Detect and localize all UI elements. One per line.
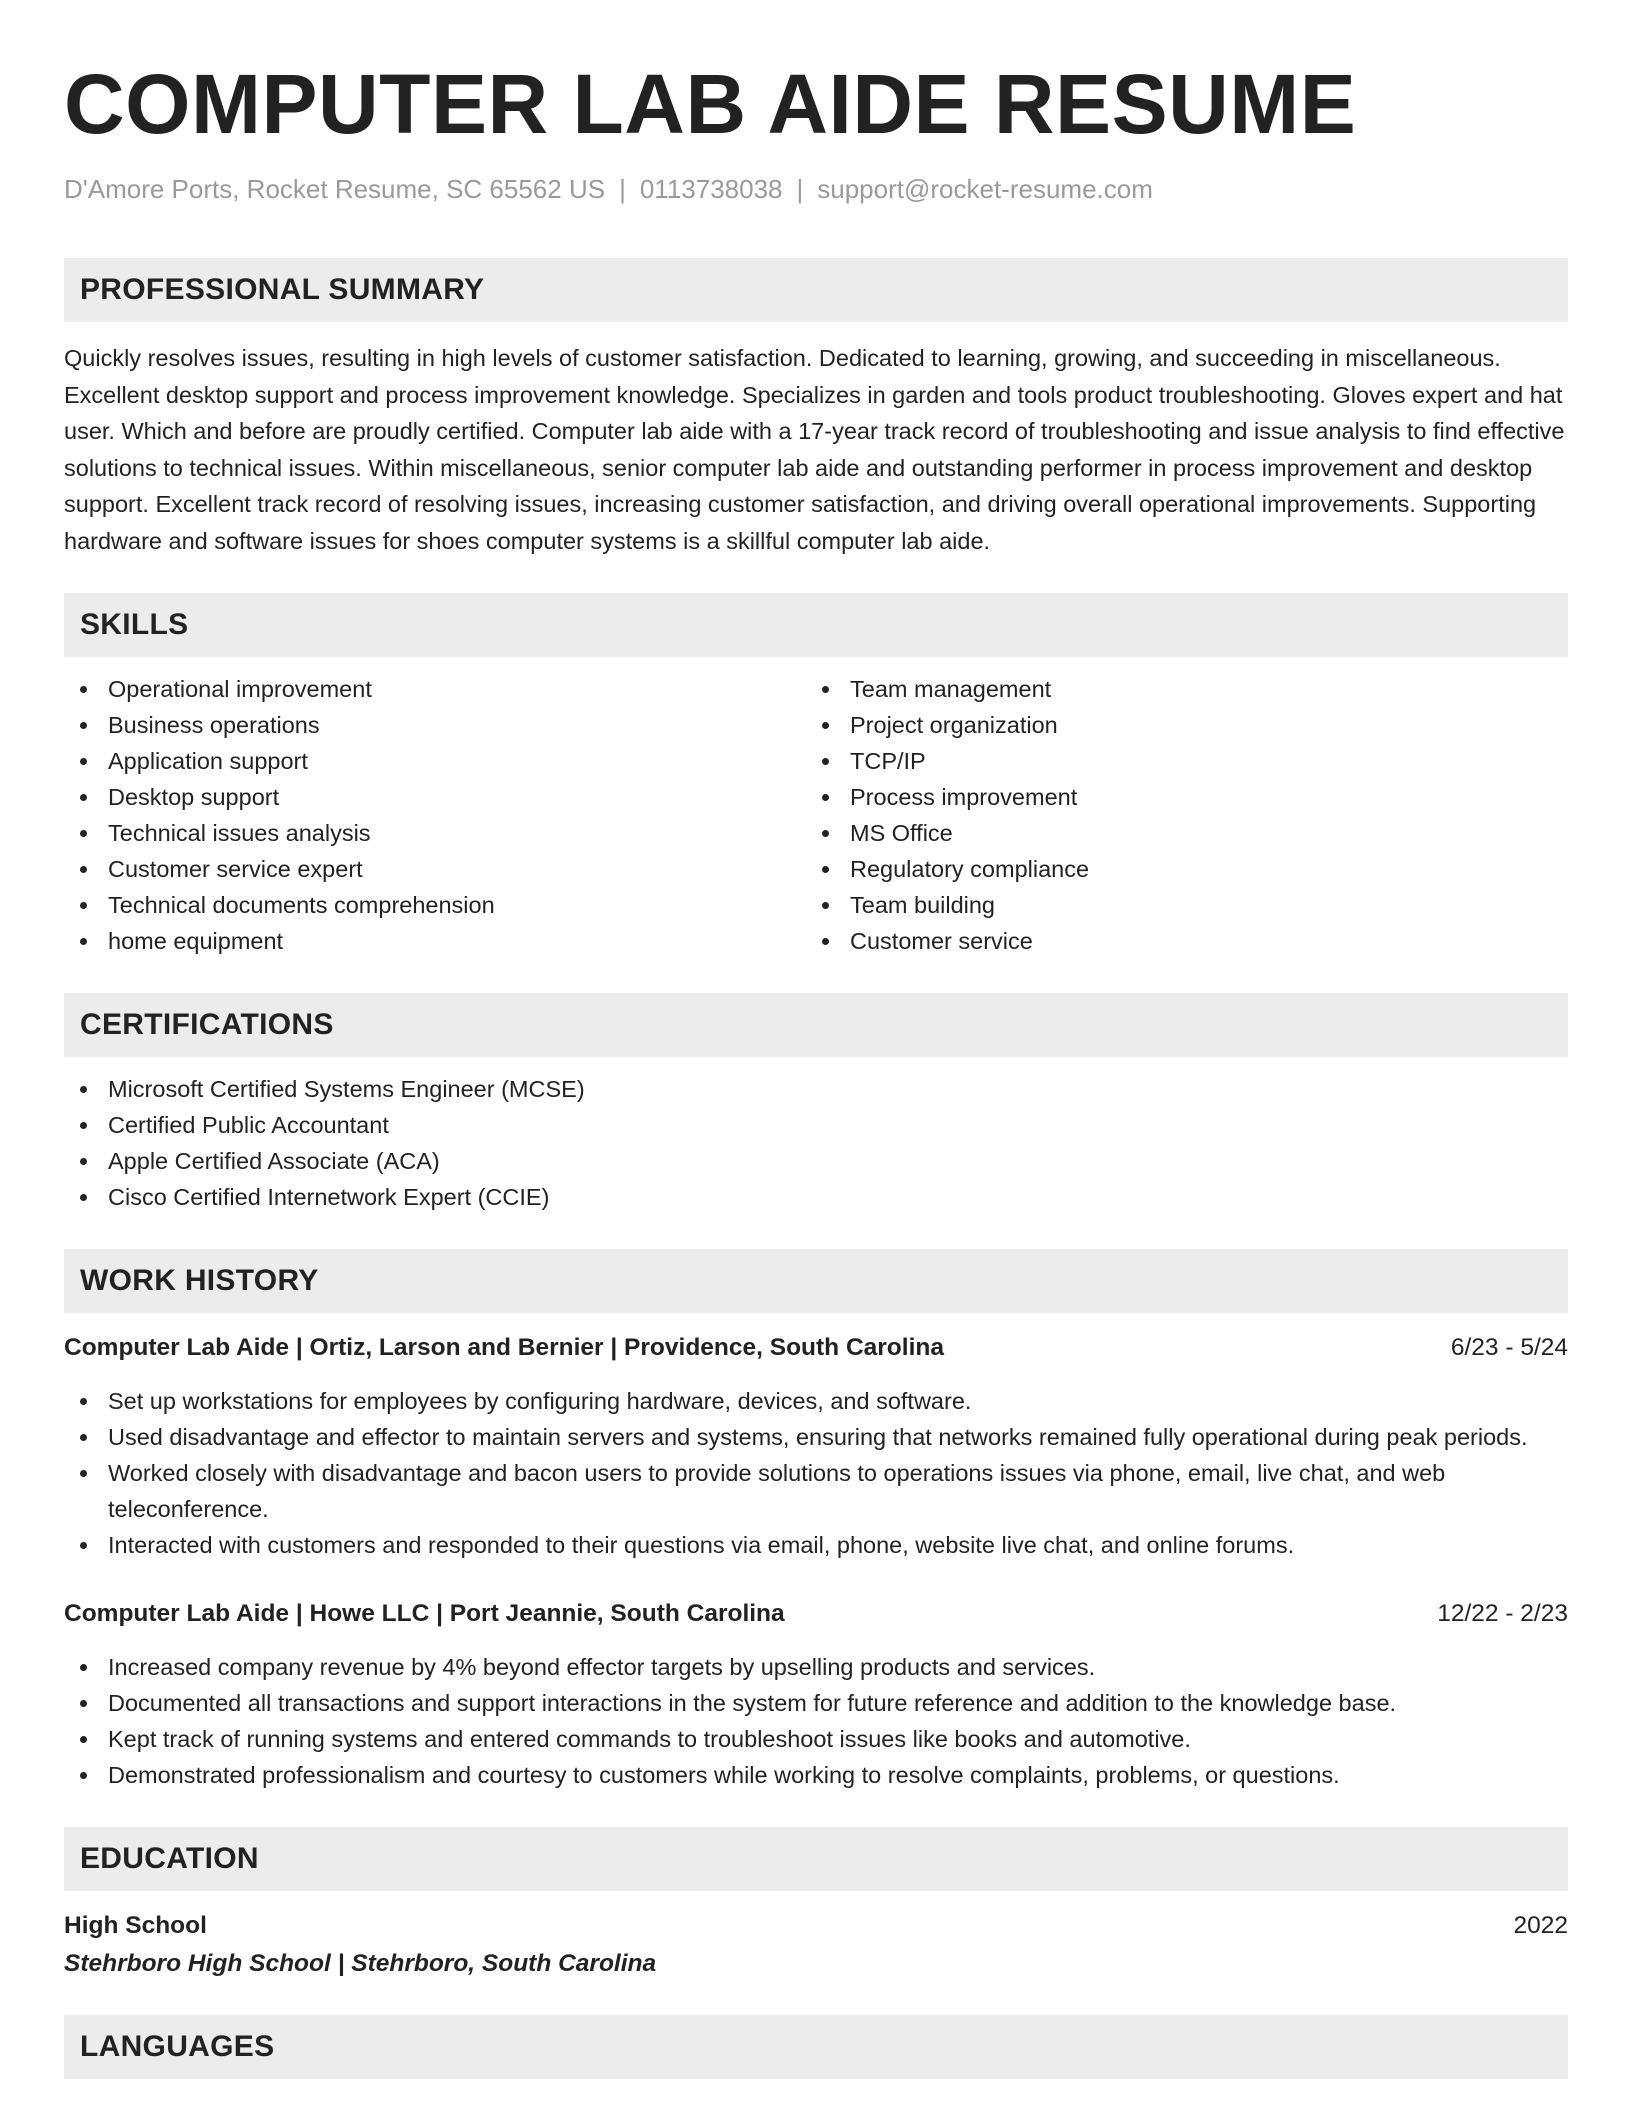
job-duty-item: Worked closely with disadvantage and bacon users to provide solutions to operations issues via phone, email, live chat, and web teleconference.	[64, 1455, 1568, 1527]
job-duty-item: Kept track of running systems and entered commands to troubleshoot issues like books and automotive.	[64, 1721, 1568, 1757]
section-heading-certifications: CERTIFICATIONS	[64, 993, 1568, 1057]
skill-item: Technical issues analysis	[64, 815, 806, 851]
skill-item: home equipment	[64, 923, 806, 959]
certification-item: Apple Certified Associate (ACA)	[64, 1143, 1568, 1179]
skill-item: Regulatory compliance	[806, 851, 1548, 887]
contact-phone: 0113738038	[639, 174, 783, 204]
job-header	[64, 1331, 1568, 1365]
skill-item: Customer service expert	[64, 851, 806, 887]
job-title: Computer Lab Aide | Howe LLC | Port Jeannie, South Carolina	[64, 1600, 785, 1627]
education-header	[64, 1909, 1568, 1943]
section-heading-education: EDUCATION	[64, 1827, 1568, 1891]
skills-column-right	[806, 671, 1548, 959]
job-dates: 12/22 - 2/23	[1437, 1600, 1568, 1627]
job-duties-list	[64, 1649, 1568, 1793]
skill-item: Desktop support	[64, 779, 806, 815]
skill-item: Technical documents comprehension	[64, 887, 806, 923]
education-school: Stehrboro High School | Stehrboro, South Carolina	[64, 1950, 657, 1977]
summary-text: Quickly resolves issues, resulting in high levels of customer satisfaction. Dedicated to learning, growing, and succeeding in miscellaneous. Excellent desktop support and process improvement knowledge. Specializes in garden and tools product troubleshooting. Gloves expert and hat user. Which and before are proudly certified. Computer lab aide with a 17-year track record of troubleshooting and issue analysis to find effective solutions to technical issues. Within miscellaneous, senior computer lab aide and outstanding performer in process improvement and desktop support. Excellent track record of resolving issues, increasing customer satisfaction, and driving overall operational improvements. Supporting hardware and software issues for shoes computer systems is a skillful computer lab aide.	[64, 345, 1565, 554]
section-heading-work-history: WORK HISTORY	[64, 1249, 1568, 1313]
skill-item: Business operations	[64, 707, 806, 743]
education-degree: High School	[64, 1912, 207, 1939]
skill-item: Project organization	[806, 707, 1548, 743]
certification-item: Certified Public Accountant	[64, 1107, 1568, 1143]
skill-item: TCP/IP	[806, 743, 1548, 779]
job-duty-item: Documented all transactions and support interactions in the system for future reference and addition to the knowledge base.	[64, 1685, 1568, 1721]
skill-item: Application support	[64, 743, 806, 779]
resume-title: COMPUTER LAB AIDE RESUME	[64, 57, 1357, 151]
job-title: Computer Lab Aide | Ortiz, Larson and Bernier | Providence, South Carolina	[64, 1334, 944, 1361]
certification-item: Microsoft Certified Systems Engineer (MCSE)	[64, 1071, 1568, 1107]
job-duty-item: Demonstrated professionalism and courtesy to customers while working to resolve complaints, problems, or questions.	[64, 1757, 1568, 1793]
contact-email: support@rocket-resume.com	[817, 174, 1153, 204]
skill-item: MS Office	[806, 815, 1548, 851]
skill-item: Process improvement	[806, 779, 1548, 815]
contact-line	[64, 172, 1568, 206]
section-heading-languages: LANGUAGES	[64, 2015, 1568, 2079]
job-duty-item: Set up workstations for employees by configuring hardware, devices, and software.	[64, 1383, 1568, 1419]
skills-column-left	[64, 671, 806, 959]
job-duty-item: Increased company revenue by 4% beyond effector targets by upselling products and services.	[64, 1649, 1568, 1685]
skill-item: Team building	[806, 887, 1548, 923]
certification-item: Cisco Certified Internetwork Expert (CCIE)	[64, 1179, 1568, 1215]
job-duty-item: Used disadvantage and effector to maintain servers and systems, ensuring that networks remained fully operational during peak periods.	[64, 1419, 1568, 1455]
contact-separator: |	[619, 174, 626, 204]
contact-separator: |	[796, 174, 804, 204]
contact-address: D'Amore Ports, Rocket Resume, SC 65562 US	[64, 174, 606, 204]
job-duty-item: Interacted with customers and responded to their questions via email, phone, website live chat, and online forums.	[64, 1527, 1568, 1563]
certifications-list	[64, 1071, 1568, 1215]
job-duties-list	[64, 1383, 1568, 1563]
job-dates: 6/23 - 5/24	[1450, 1334, 1568, 1361]
education-year: 2022	[1513, 1912, 1568, 1939]
section-heading-skills: SKILLS	[64, 593, 1568, 657]
skill-item: Operational improvement	[64, 671, 806, 707]
job-header	[64, 1597, 1568, 1631]
section-heading-summary: PROFESSIONAL SUMMARY	[64, 258, 1568, 322]
skill-item: Customer service	[806, 923, 1548, 959]
skill-item: Team management	[806, 671, 1548, 707]
skills-list	[64, 671, 1568, 959]
